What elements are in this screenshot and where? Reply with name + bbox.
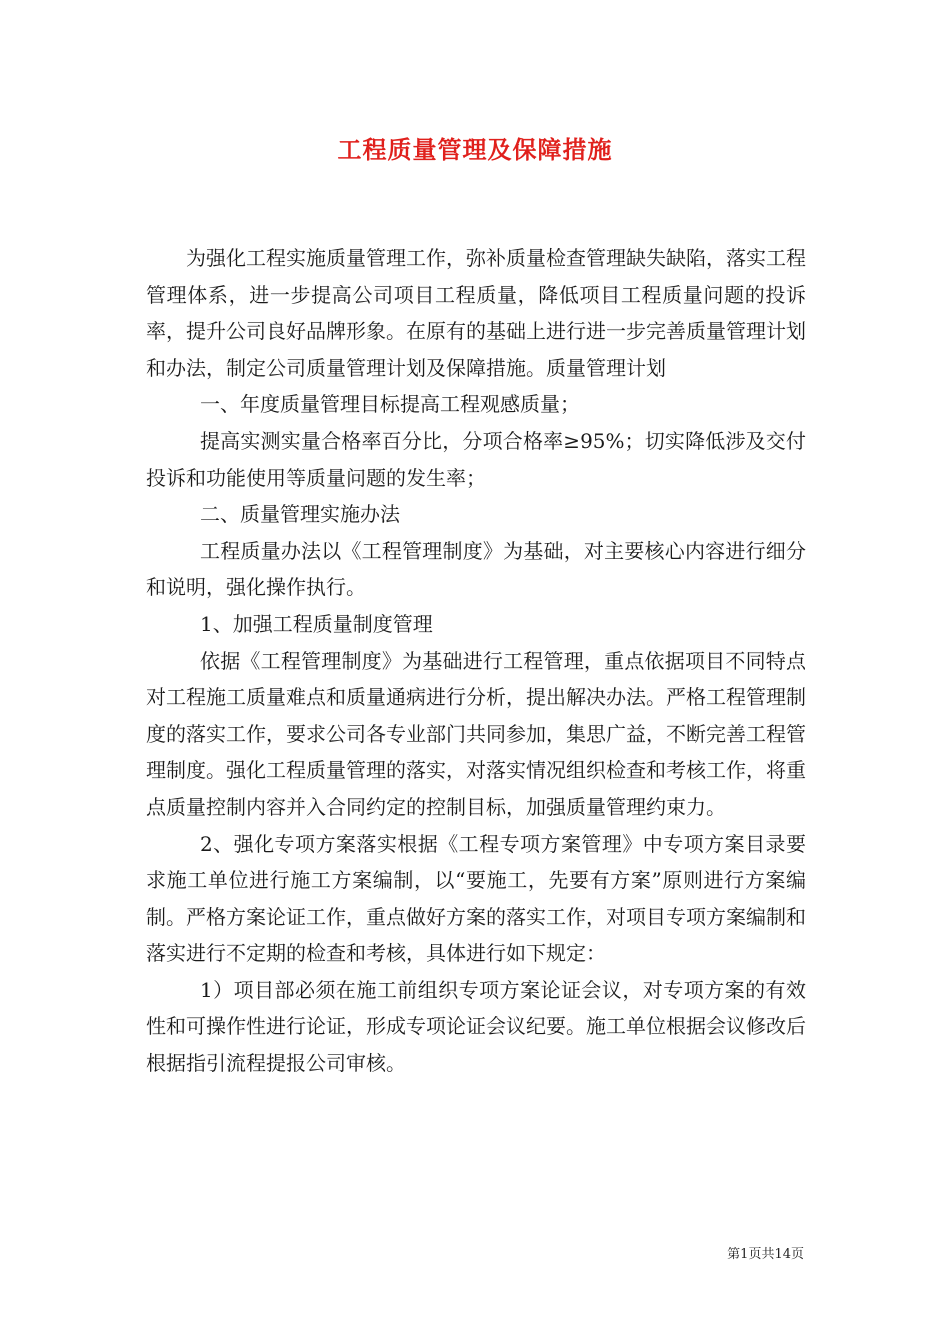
- paragraph-item-1-body: 依据《工程管理制度》为基础进行工程管理，重点依据项目不同特点对工程施工质量难点和质量通病进行分析，提出解决办法。严格工程管理制度的落实工作，要求公司各专业部门共同参加，集思广益，不断完善工程管理制度。强化工程质量管理的落实，对落实情况组织检查和考核工作，将重点质量控制内容并入合同约定的控制目标，加强质量管理约束力。: [146, 648, 806, 819]
- paragraph-item-2-body: 2、强化专项方案落实根据《工程专项方案管理》中专项方案目录要求施工单位进行施工方案编制，以“要施工，先要有方案”原则进行方案编制。严格方案论证工作，重点做好方案的落实工作，对项目专项方案编制和落实进行不定期的检查和考核，具体进行如下规定：: [146, 831, 806, 966]
- paragraph-quality-targets: 提高实测实量合格率百分比，分项合格率≥95%；切实降低涉及交付投诉和功能使用等质量问题的发生率；: [146, 428, 806, 490]
- paragraph-sub-item-1: 1）项目部必须在施工前组织专项方案论证会议，对专项方案的有效性和可操作性进行论证，形成专项论证会议纪要。施工单位根据会议修改后根据指引流程提报公司审核。: [146, 977, 806, 1076]
- paragraph-intro: 为强化工程实施质量管理工作，弥补质量检查管理缺失缺陷，落实工程管理体系，进一步提高公司项目工程质量，降低项目工程质量问题的投诉率，提升公司良好品牌形象。在原有的基础上进行进一步完善质量管理计划和办法，制定公司质量管理计划及保障措施。质量管理计划: [146, 246, 806, 380]
- paragraph-item-1-heading: 1、加强工程质量制度管理: [200, 611, 433, 636]
- paragraph-quality-method: 工程质量办法以《工程管理制度》为基础，对主要核心内容进行细分和说明，强化操作执行。: [146, 538, 806, 600]
- document-title: 工程质量管理及保障措施: [337, 135, 613, 164]
- document-body: [146, 240, 806, 1082]
- page-number-footer: 第1页共14页: [727, 1247, 804, 1262]
- paragraph-section-1-heading: 一、年度质量管理目标提高工程观感质量；: [200, 392, 580, 417]
- paragraph-section-2-heading: 二、质量管理实施办法: [200, 502, 400, 527]
